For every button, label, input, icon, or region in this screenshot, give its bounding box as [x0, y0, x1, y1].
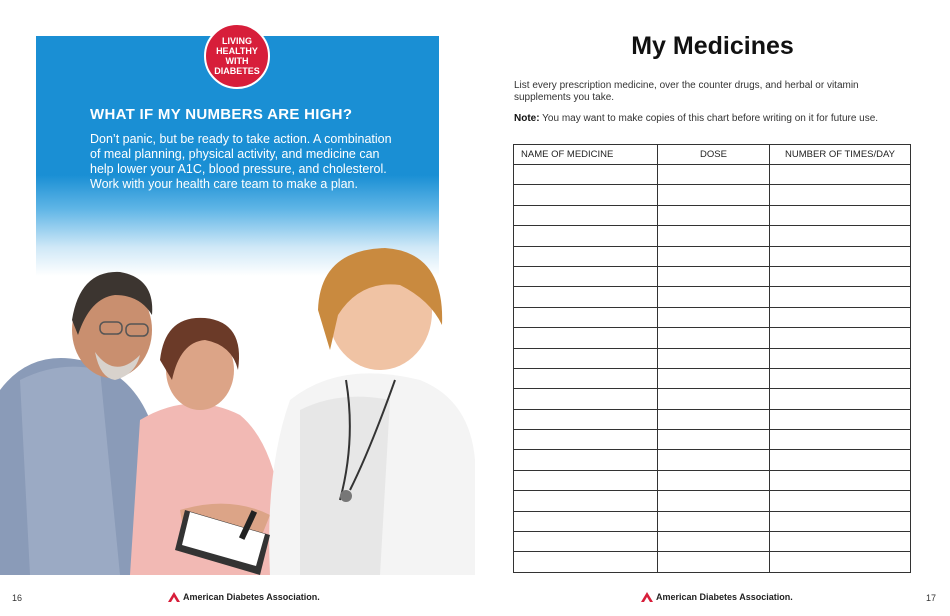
page-title: My Medicines	[631, 32, 794, 60]
intro-text: List every prescription medicine, over the counter drugs, and herbal or vitamin supplements you take.	[514, 80, 859, 103]
table-cell[interactable]	[658, 491, 770, 511]
ada-logo	[641, 592, 793, 602]
table-row	[514, 266, 911, 286]
table-cell[interactable]	[514, 185, 658, 205]
table-row	[514, 389, 911, 409]
table-cell[interactable]	[770, 246, 911, 266]
table-row	[514, 511, 911, 531]
medicines-table-body	[514, 165, 911, 573]
table-cell[interactable]	[514, 389, 658, 409]
ada-logo	[168, 592, 320, 602]
table-cell[interactable]	[658, 266, 770, 286]
table-header-row	[514, 145, 911, 165]
table-cell[interactable]	[514, 532, 658, 552]
table-cell[interactable]	[658, 409, 770, 429]
section-body: Don’t panic, but be ready to take action. A combination of meal planning, physical activity, and medicine can help lower your A1C, blood pressure, and cholesterol. Work with your health care team to make a plan.	[90, 132, 392, 191]
table-row	[514, 368, 911, 388]
table-row	[514, 470, 911, 490]
table-cell[interactable]	[770, 328, 911, 348]
table-cell[interactable]	[658, 470, 770, 490]
table-cell[interactable]	[770, 409, 911, 429]
table-cell[interactable]	[514, 246, 658, 266]
medicines-table	[513, 144, 911, 573]
section-heading: WHAT IF MY NUMBERS ARE HIGH?	[90, 106, 353, 123]
table-cell[interactable]	[658, 368, 770, 388]
note-label: Note:	[514, 113, 540, 124]
doctor-patients-illustration	[0, 240, 475, 575]
badge-text: LIVING HEALTHY WITH DIABETES	[214, 36, 260, 76]
table-cell[interactable]	[514, 266, 658, 286]
table-cell[interactable]	[514, 470, 658, 490]
table-cell[interactable]	[514, 165, 658, 185]
table-cell[interactable]	[658, 307, 770, 327]
note-text	[514, 113, 934, 124]
table-cell[interactable]	[658, 389, 770, 409]
doctor-figure	[269, 248, 475, 575]
table-cell[interactable]	[514, 552, 658, 572]
table-row	[514, 226, 911, 246]
header-name-of-medicine: NAME OF MEDICINE	[514, 145, 658, 165]
table-row	[514, 165, 911, 185]
table-cell[interactable]	[658, 165, 770, 185]
table-cell[interactable]	[514, 409, 658, 429]
table-cell[interactable]	[514, 348, 658, 368]
header-times-per-day: NUMBER OF TIMES/DAY	[770, 145, 911, 165]
table-cell[interactable]	[770, 552, 911, 572]
ada-triangle-icon	[641, 592, 653, 602]
table-cell[interactable]	[770, 205, 911, 225]
table-cell[interactable]	[658, 205, 770, 225]
table-cell[interactable]	[658, 450, 770, 470]
table-cell[interactable]	[514, 287, 658, 307]
table-cell[interactable]	[770, 185, 911, 205]
header-dose: DOSE	[658, 145, 770, 165]
table-cell[interactable]	[770, 266, 911, 286]
table-cell[interactable]	[770, 165, 911, 185]
table-cell[interactable]	[514, 205, 658, 225]
table-cell[interactable]	[658, 532, 770, 552]
table-cell[interactable]	[658, 287, 770, 307]
table-cell[interactable]	[770, 430, 911, 450]
table-cell[interactable]	[514, 491, 658, 511]
table-cell[interactable]	[770, 511, 911, 531]
logo-text: American Diabetes Association.	[183, 592, 320, 602]
table-cell[interactable]	[658, 430, 770, 450]
table-cell[interactable]	[770, 450, 911, 470]
table-cell[interactable]	[770, 287, 911, 307]
table-cell[interactable]	[514, 368, 658, 388]
table-row	[514, 348, 911, 368]
table-row	[514, 409, 911, 429]
table-cell[interactable]	[514, 226, 658, 246]
table-cell[interactable]	[770, 491, 911, 511]
table-row	[514, 450, 911, 470]
table-row	[514, 205, 911, 225]
right-footer	[475, 590, 950, 610]
table-row	[514, 491, 911, 511]
table-row	[514, 246, 911, 266]
table-cell[interactable]	[770, 389, 911, 409]
table-cell[interactable]	[658, 511, 770, 531]
table-cell[interactable]	[514, 430, 658, 450]
table-cell[interactable]	[658, 185, 770, 205]
table-cell[interactable]	[658, 246, 770, 266]
table-cell[interactable]	[514, 307, 658, 327]
page-number: 17	[925, 593, 936, 603]
table-row	[514, 532, 911, 552]
table-cell[interactable]	[770, 532, 911, 552]
table-row	[514, 185, 911, 205]
table-cell[interactable]	[770, 368, 911, 388]
page-number: 16	[12, 593, 23, 603]
table-row	[514, 287, 911, 307]
left-footer	[0, 590, 475, 610]
table-row	[514, 430, 911, 450]
table-cell[interactable]	[514, 328, 658, 348]
logo-text: American Diabetes Association.	[656, 592, 793, 602]
note-body: You may want to make copies of this chart before writing on it for future use.	[539, 113, 879, 124]
table-row	[514, 552, 911, 572]
ada-triangle-icon	[168, 592, 180, 602]
table-cell[interactable]	[658, 226, 770, 246]
table-cell[interactable]	[770, 348, 911, 368]
table-row	[514, 328, 911, 348]
table-cell[interactable]	[770, 226, 911, 246]
table-cell[interactable]	[658, 328, 770, 348]
table-row	[514, 307, 911, 327]
table-cell[interactable]	[658, 552, 770, 572]
table-cell[interactable]	[514, 450, 658, 470]
living-healthy-badge	[204, 23, 270, 89]
table-cell[interactable]	[770, 307, 911, 327]
table-cell[interactable]	[770, 470, 911, 490]
table-cell[interactable]	[658, 348, 770, 368]
table-cell[interactable]	[514, 511, 658, 531]
right-page	[475, 0, 950, 616]
